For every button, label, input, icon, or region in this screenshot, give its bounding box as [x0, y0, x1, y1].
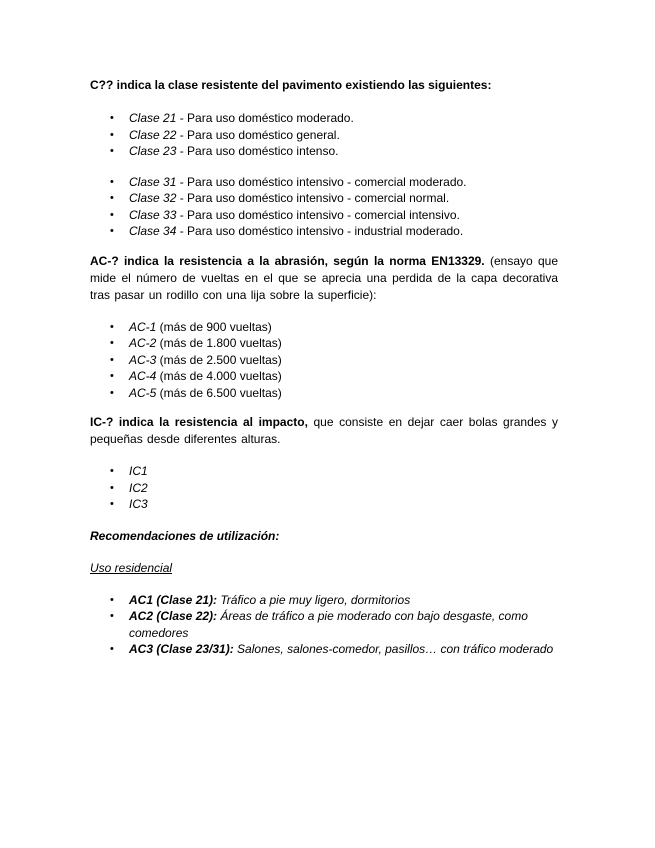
list-item: • Clase 22 - Para uso doméstico general.: [90, 127, 558, 144]
uso-residencial-heading: Uso residencial: [90, 560, 173, 575]
list-item: • IC3: [90, 496, 558, 513]
list-item: • Clase 31 - Para uso doméstico intensivo - comercial moderado.: [90, 174, 558, 191]
ic-paragraph: IC-? indica la resistencia al impacto, que consiste en dejar caer bolas grandes y pequeñas desde diferentes alturas.: [90, 415, 558, 446]
list-item: • AC-3 (más de 2.500 vueltas): [90, 352, 558, 369]
ac-list: [90, 319, 558, 402]
list-item: • Clase 32 - Para uso doméstico intensivo - comercial normal.: [90, 190, 558, 207]
list-item: • Clase 33 - Para uso doméstico intensivo - comercial intensivo.: [90, 207, 558, 224]
clases-comercial-list: [90, 174, 558, 240]
list-item: • AC2 (Clase 22): Áreas de tráfico a pie moderado con bajo desgaste, como comedores: [90, 608, 558, 641]
list-item: • Clase 21 - Para uso doméstico moderado.: [90, 110, 558, 127]
list-item: • AC-1 (más de 900 vueltas): [90, 319, 558, 336]
list-item: • AC-2 (más de 1.800 vueltas): [90, 335, 558, 352]
residencial-list: [90, 592, 558, 658]
list-item: • Clase 34 - Para uso doméstico intensivo - industrial moderado.: [90, 223, 558, 240]
list-item: • AC-4 (más de 4.000 vueltas): [90, 368, 558, 385]
document-content: [90, 77, 558, 658]
clases-domestico-list: [90, 110, 558, 160]
list-item: • AC3 (Clase 23/31): Salones, salones-comedor, pasillos… con tráfico moderado: [90, 641, 558, 658]
ic-list: [90, 463, 558, 513]
list-item: • AC1 (Clase 21): Tráfico a pie muy ligero, dormitorios: [90, 592, 558, 609]
list-item: • Clase 23 - Para uso doméstico intenso.: [90, 143, 558, 160]
ac-paragraph: AC-? indica la resistencia a la abrasión, según la norma EN13329. (ensayo que mide el número de vueltas en el que se aprecia una perdida de la capa decorativa tras pasar un rodillo con una lija sobre la superficie):: [90, 253, 559, 302]
list-item: • IC1: [90, 463, 558, 480]
recomendaciones-heading: Recomendaciones de utilización:: [90, 528, 280, 543]
list-item: • IC2: [90, 480, 558, 497]
list-item: • AC-5 (más de 6.500 vueltas): [90, 385, 558, 402]
clase-heading: C?? indica la clase resistente del pavimento existiendo las siguientes:: [90, 78, 492, 92]
